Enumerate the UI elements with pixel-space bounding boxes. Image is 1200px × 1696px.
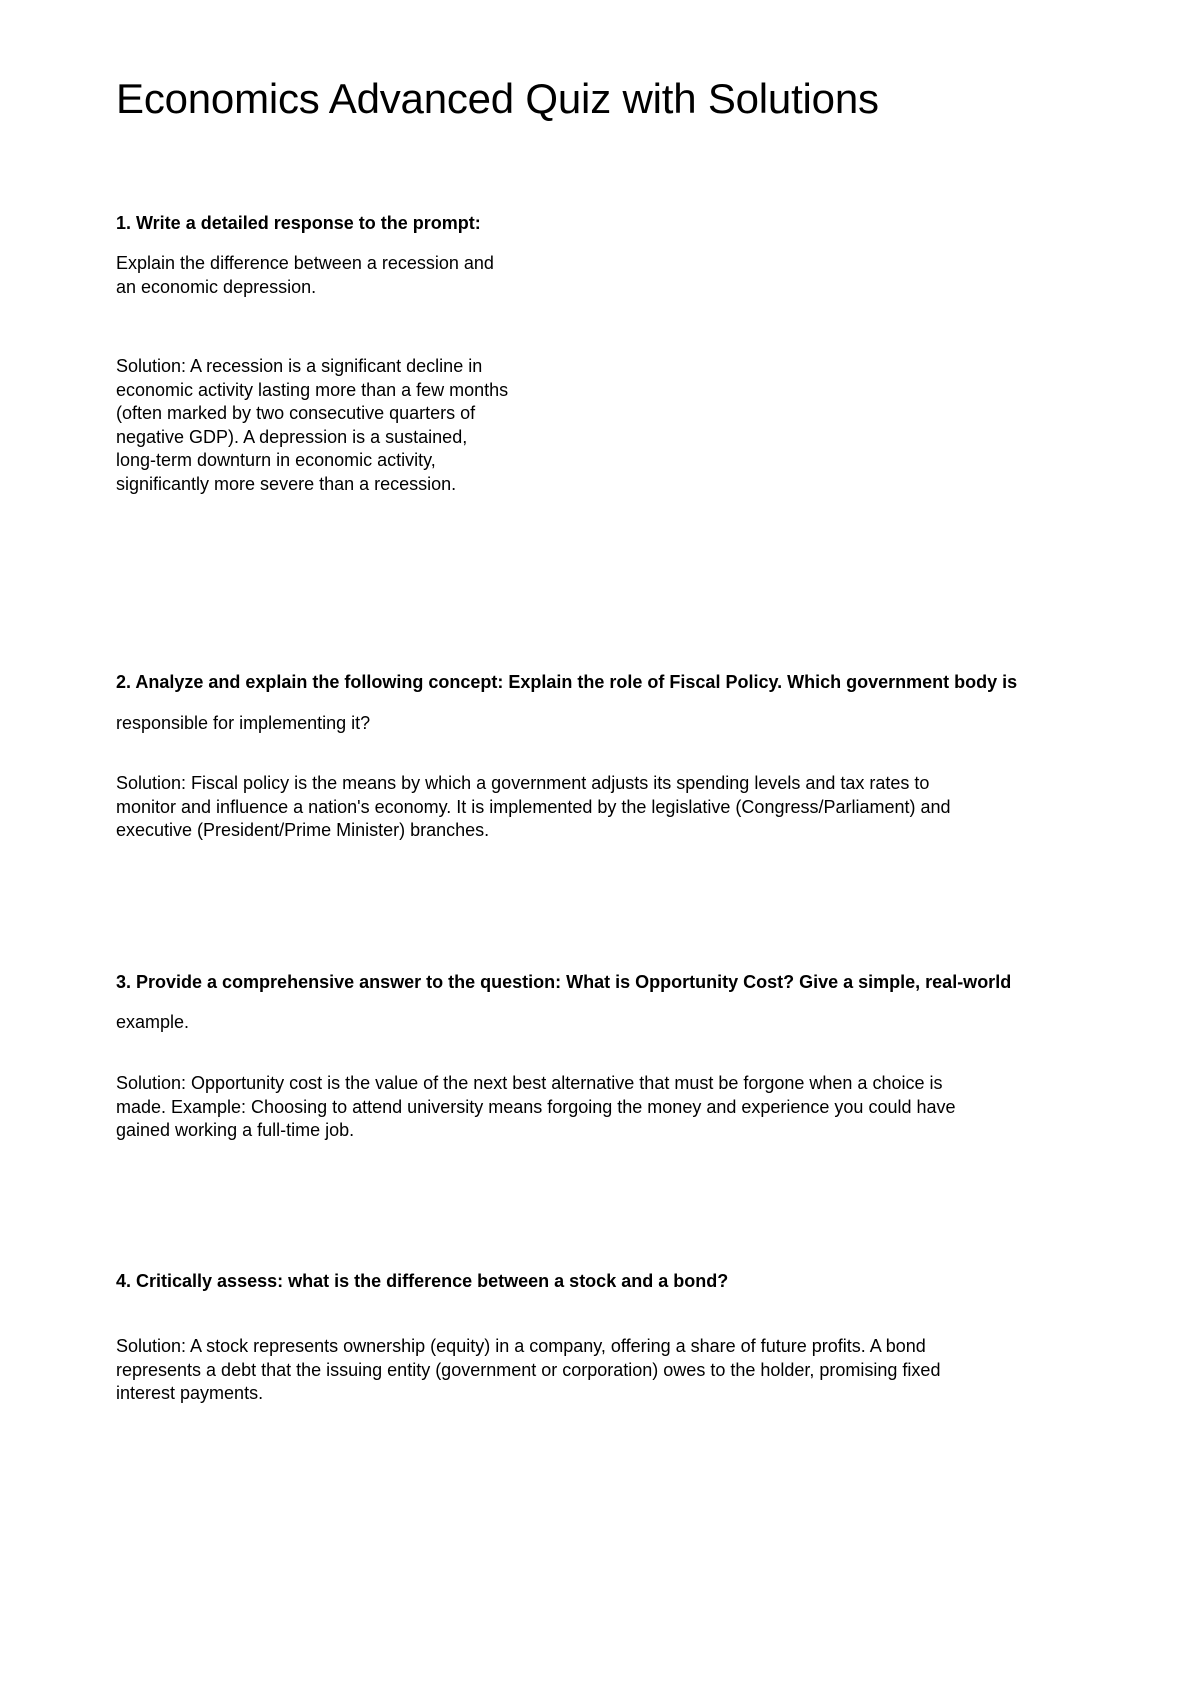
- question-1-prompt: [116, 252, 494, 299]
- solution-line: Solution: Fiscal policy is the means by which a government adjusts its spending levels and tax rates to: [116, 773, 930, 793]
- prompt-line: responsible for implementing it?: [116, 713, 371, 733]
- solution-line: (often marked by two consecutive quarters of: [116, 403, 476, 423]
- solution-line: made. Example: Choosing to attend university means forgoing the money and experience you could have: [116, 1096, 956, 1117]
- prompt-line: Explain the difference between a recession and: [116, 253, 494, 273]
- solution-line: Solution: Opportunity cost is the value of the next best alternative that must be forgone when a choice is: [116, 1073, 943, 1093]
- solution-line: economic activity lasting more than a few months: [116, 379, 509, 400]
- solution-line: interest payments.: [116, 1383, 264, 1403]
- question-2-heading: 2. Analyze and explain the following concept: Explain the role of Fiscal Policy. Which government body is: [116, 672, 1018, 692]
- solution-line: significantly more severe than a recession.: [116, 473, 457, 494]
- solution-line: negative GDP). A depression is a sustained,: [116, 426, 468, 447]
- prompt-line: an economic depression.: [116, 276, 317, 297]
- question-3-solution: [116, 1072, 956, 1143]
- question-4-heading: 4. Critically assess: what is the difference between a stock and a bond?: [116, 1271, 729, 1291]
- page-title: Economics Advanced Quiz with Solutions: [116, 75, 879, 122]
- solution-line: represents a debt that the issuing entity (government or corporation) owes to the holder, promising fixed: [116, 1359, 941, 1380]
- solution-line: monitor and influence a nation's economy. It is implemented by the legislative (Congress/Parliament) and: [116, 796, 951, 817]
- question-1-heading: 1. Write a detailed response to the prompt:: [116, 213, 481, 233]
- question-3-prompt: [116, 1011, 189, 1035]
- solution-line: Solution: A recession is a significant decline in: [116, 356, 483, 376]
- solution-line: executive (President/Prime Minister) branches.: [116, 820, 490, 840]
- question-2-prompt: [116, 712, 370, 736]
- solution-line: gained working a full-time job.: [116, 1120, 355, 1140]
- prompt-line: example.: [116, 1012, 190, 1032]
- question-2-solution: [116, 772, 951, 843]
- question-4-solution: [116, 1335, 940, 1406]
- solution-line: Solution: A stock represents ownership (equity) in a company, offering a share of future profits. A bond: [116, 1336, 926, 1356]
- question-3-heading: 3. Provide a comprehensive answer to the question: What is Opportunity Cost? Give a simple, real-world: [116, 972, 1012, 992]
- question-1-solution: [116, 355, 508, 496]
- solution-line: long-term downturn in economic activity,: [116, 450, 436, 470]
